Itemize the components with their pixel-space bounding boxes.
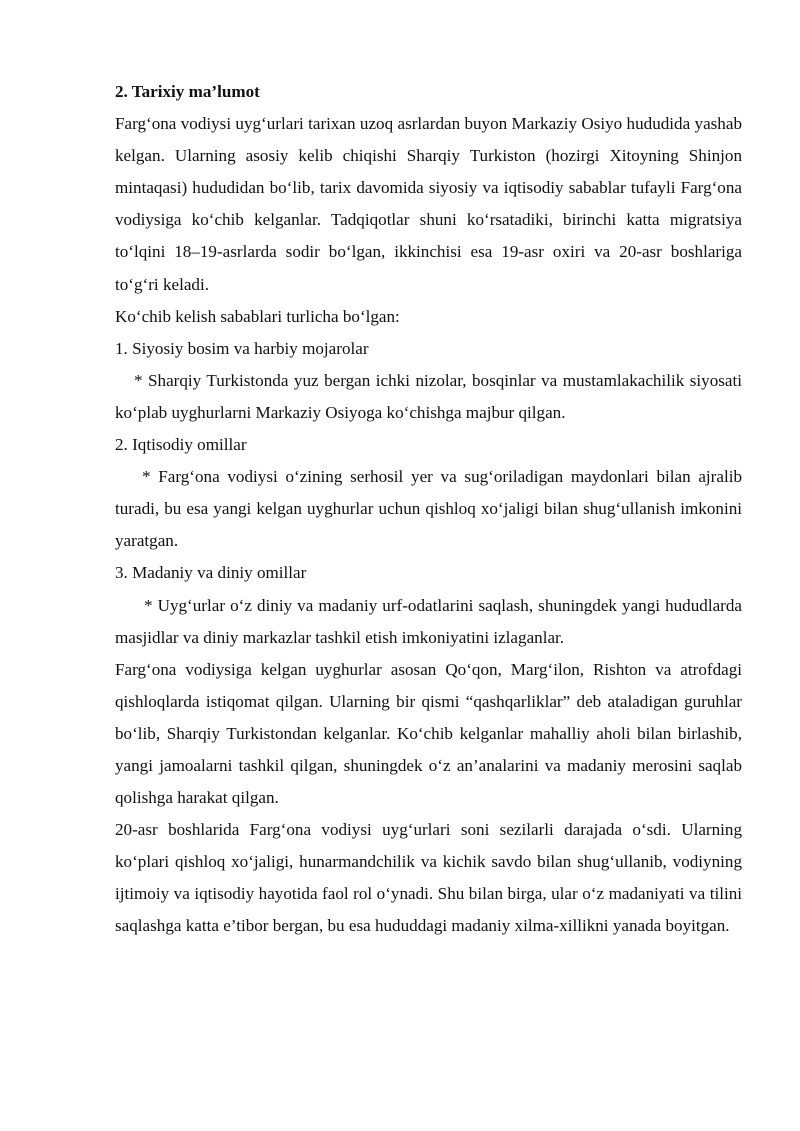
reason-detail-political: * Sharqiy Turkistonda yuz bergan ichki nizolar, bosqinlar va mustamlakachilik siyosati ko‘plab uyghurlarni Markaziy Osiyoga ko‘chishga majbur qilgan. [115,370,742,422]
settlement-paragraph: Farg‘ona vodiysiga kelgan uyghurlar asosan Qo‘qon, Marg‘ilon, Rishton va atrofdagi qishloqlarda istiqomat qilgan. Ularning bir qismi “qashqarliklar” deb ataladigan guruhlar bo‘lib, Sharqiy Turkistondan kelganlar. Ko‘chib kelganlar mahalliy aholi bilan birlashib, yangi jamoalarni tashkil qilgan, shuningdek o‘z an’analarini va madaniy merosini saqlab qolishga harakat qilgan. [115,659,742,808]
reason-heading-political: 1. Siyosiy bosim va harbiy mojarolar [115,338,369,358]
reason-heading-cultural: 3. Madaniy va diniy omillar [115,563,307,583]
section-title: 2. Tarixiy ma’lumot [115,82,260,101]
reason-heading-economic: 2. Iqtisodiy omillar [115,435,247,455]
reason-detail-cultural: * Uyg‘urlar o‘z diniy va madaniy urf-odatlarini saqlash, shuningdek yangi hududlarda masjidlar va diniy markazlar tashkil etish imkoniyatini izlaganlar. [115,595,742,647]
reason-detail-economic: * Farg‘ona vodiysi o‘zining serhosil yer va sug‘oriladigan maydonlari bilan ajralib turadi, bu esa yangi kelgan uyghurlar uchun qishloq xo‘jaligi bilan shug‘ullanish imkonini yaratgan. [115,467,742,551]
document-page [115,76,742,943]
twentieth-century-paragraph: 20-asr boshlarida Farg‘ona vodiysi uyg‘urlari soni sezilarli darajada o‘sdi. Ularning ko‘plari qishloq xo‘jaligi, hunarmandchilik va kichik savdo bilan shug‘ullanib, vodiyning ijtimoiy va iqtisodiy hayotida faol rol o‘ynadi. Shu bilan birga, ular o‘z madaniyati va tilini saqlashga katta e’tibor bergan, bu esa hududdagi madaniy xilma-xillikni yanada boyitgan. [115,820,742,936]
reasons-lead: Ko‘chib kelish sabablari turlicha bo‘lgan: [115,306,400,326]
intro-paragraph: Farg‘ona vodiysi uyg‘urlari tarixan uzoq asrlardan buyon Markaziy Osiyo hududida yashab kelgan. Ularning asosiy kelib chiqishi Sharqiy Turkiston (hozirgi Xitoyning Shinjon mintaqasi) hududidan bo‘lib, tarix davomida siyosiy va iqtisodiy sabablar tufayli Farg‘ona vodiysiga ko‘chib kelganlar. Tadqiqotlar shuni ko‘rsatadiki, birinchi katta migratsiya to‘lqini 18–19-asrlarda sodir bo‘lgan, ikkinchisi esa 19-asr oxiri va 20-asr boshlariga to‘g‘ri keladi. [115,114,742,294]
